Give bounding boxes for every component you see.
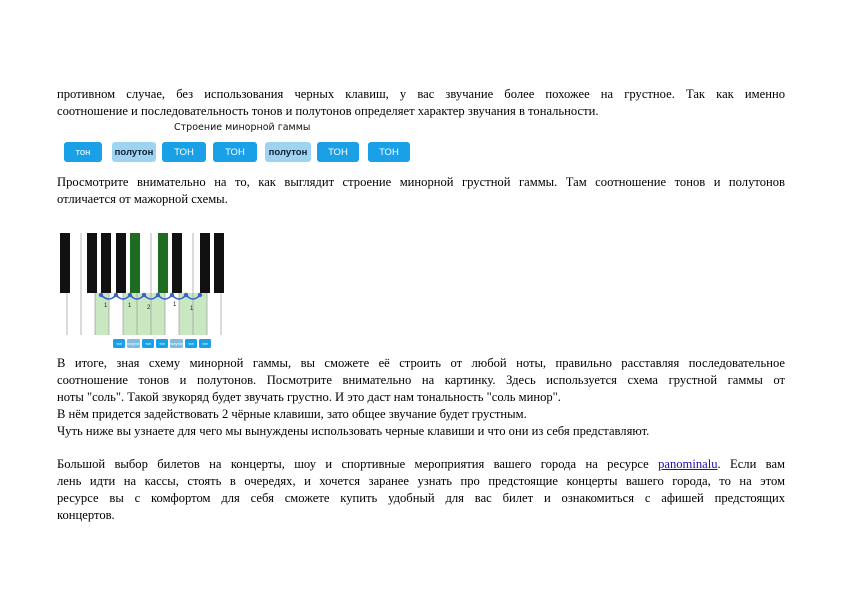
highlighted-black-key (130, 233, 140, 293)
mini-step-label: полутон (126, 342, 141, 346)
text-line: соотношение тонов и полутонов. Посмотрите внимательно на картинку. Здесь используется схема грустной гаммы от (57, 373, 785, 387)
highlighted-black-key (158, 233, 168, 293)
text-fragment: . Если вам (717, 457, 785, 471)
text-line: В итоге, зная схему минорной гаммы, вы сможете её строить от любой ноты, правильно расставляя последовательное (57, 356, 785, 370)
text-line: Просмотрите внимательно на то, как выглядит строение минорной грустной гаммы. Там соотношение тонов и полутонов (57, 175, 785, 189)
summary-paragraph (57, 355, 785, 440)
scale-step-tone: ТОН (162, 142, 206, 162)
text-line: Чуть ниже вы узнаете для чего мы вынуждены использовать черные клавиши и что они из себя представляют. (57, 424, 650, 438)
minor-scale-paragraph (57, 174, 785, 208)
black-key (214, 233, 224, 293)
text-line: лень идти на кассы, стоять в очередях, и хочется заранее узнать про предстоящие концерты вашего города, то на этом (57, 474, 785, 488)
text-line: соотношение и последовательность тонов и полутонов определяет характер звучания в тональности. (57, 104, 599, 118)
text-line: ноты "соль". Такой звукоряд будет звучать грустно. И это даст нам тональность "соль минор". (57, 390, 561, 404)
piano-keyboard-figure (57, 233, 239, 353)
scale-diagram-title: Строение минорной гаммы (174, 122, 311, 133)
step-number: 1 (104, 303, 108, 309)
tickets-paragraph (57, 456, 785, 524)
text-fragment: Большой выбор билетов на концерты, шоу и спортивные мероприятия вашего города на ресурсе (57, 457, 649, 471)
step-number: 1 (128, 303, 132, 309)
black-key (172, 233, 182, 293)
mini-step-label: полутон (169, 342, 184, 346)
intro-paragraph (57, 86, 785, 120)
black-key (116, 233, 126, 293)
text-line: В нём придется задействовать 2 чёрные клавиши, зато общее звучание будет грустным. (57, 407, 527, 421)
scale-step-tone: тон (64, 142, 102, 162)
black-key (87, 233, 97, 293)
mini-step-label: тон (145, 342, 151, 346)
text-line: ресурсе вы с комфортом для себя сможете купить удобный для вас билет и ознакомиться с афишей предстоящих (57, 491, 785, 505)
mini-step-label: тон (202, 342, 208, 346)
scale-step-tone: ТОН (317, 142, 359, 162)
mini-step-label: тон (159, 342, 165, 346)
step-number: 1 (190, 306, 194, 312)
scale-step-tone: ТОН (368, 142, 410, 162)
text-line: отличается от мажорной схемы. (57, 192, 228, 206)
step-number: 1 (173, 302, 177, 308)
panominalu-link[interactable]: panominalu (658, 457, 718, 471)
black-key (200, 233, 210, 293)
black-key (101, 233, 111, 293)
mini-step-label: тон (116, 342, 122, 346)
scale-step-tone: ТОН (213, 142, 257, 162)
scale-step-semitone: полутон (112, 142, 156, 162)
text-line: концертов. (57, 508, 115, 522)
black-key (60, 233, 70, 293)
text-line: противном случае, без использования черных клавиш, у вас звучание более похожее на грустное. Так как именно (57, 87, 785, 101)
scale-step-semitone: полутон (265, 142, 311, 162)
step-number: 2 (147, 305, 151, 311)
mini-step-label: тон (188, 342, 194, 346)
text-line (57, 456, 785, 473)
